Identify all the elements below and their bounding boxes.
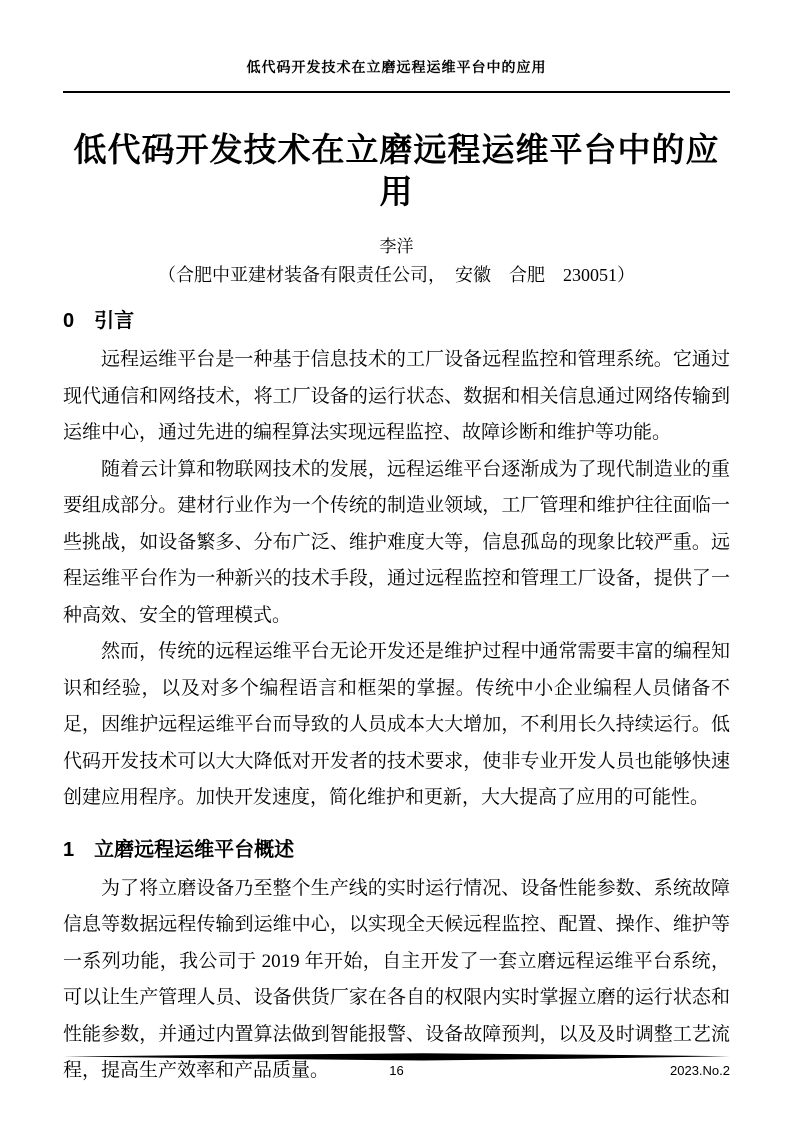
footer-tapered-rule <box>63 1053 730 1061</box>
page-footer <box>63 1053 730 1080</box>
section-introduction <box>63 307 730 817</box>
section-platform-overview <box>63 836 730 1090</box>
footer-row <box>63 1062 730 1080</box>
author-name: 李洋 <box>379 237 414 256</box>
running-header-title: 低代码开发技术在立磨远程运维平台中的应用 <box>63 58 730 93</box>
article-title: 低代码开发技术在立磨远程运维平台中的应用 <box>73 131 720 210</box>
body-paragraph: 随着云计算和物联网技术的发展，远程运维平台逐渐成为了现代制造业的重要组成部分。建材行业作为一个传统的制造业领域，工厂管理和维护往往面临一些挑战，如设备繁多、分布广泛、维护难度大等，信息孤岛的现象比较严重。远程运维平台作为一种新兴的技术手段，通过远程监控和管理工厂设备，提供了一种高效、安全的管理模式。 <box>63 458 730 626</box>
body-paragraph: 然而，传统的远程运维平台无论开发还是维护过程中通常需要丰富的编程知识和经验，以及对多个编程语言和框架的掌握。传统中小企业编程人员储备不足，因维护远程运维平台而导致的人员成本大大增加，不利用长久持续运行。低代码开发技术可以大大降低对开发者的技术要求，使非专业开发人员也能够快速创建应用程序。加快开发速度，简化维护和更新，大大提高了应用的可能性。 <box>63 641 730 808</box>
body-paragraph: 为了将立磨设备乃至整个生产线的实时运行情况、设备性能参数、系统故障信息等数据远程传输到运维中心，以实现全天候远程监控、配置、操作、维护等一系列功能，我公司于 2019 年开始，自主开发了一套立磨远程运维平台系统，可以让生产管理人员、设备供货厂家在各自的权限内实时掌握立磨的运行状态和性能参数，并通过内置算法做到智能报警、设备故障预判，以及及时调整工艺流程，提高生产效率和产品质量。 <box>63 877 730 1081</box>
page-number: 16 <box>389 1063 404 1078</box>
author-affiliation: （合肥中亚建材装备有限责任公司， 安徽 合肥 230051） <box>158 265 635 285</box>
section-heading-1: 1 立磨远程运维平台概述 <box>63 838 295 861</box>
section-heading-0: 0 引言 <box>63 310 135 332</box>
issue-label: 2023.No.2 <box>670 1063 730 1078</box>
body-paragraph: 远程运维平台是一种基于信息技术的工厂设备远程监控和管理系统。它通过现代通信和网络技术，将工厂设备的运行状态、数据和相关信息通过网络传输到运维中心，通过先进的编程算法实现远程监控、故障诊断和维护等功能。 <box>63 349 730 443</box>
